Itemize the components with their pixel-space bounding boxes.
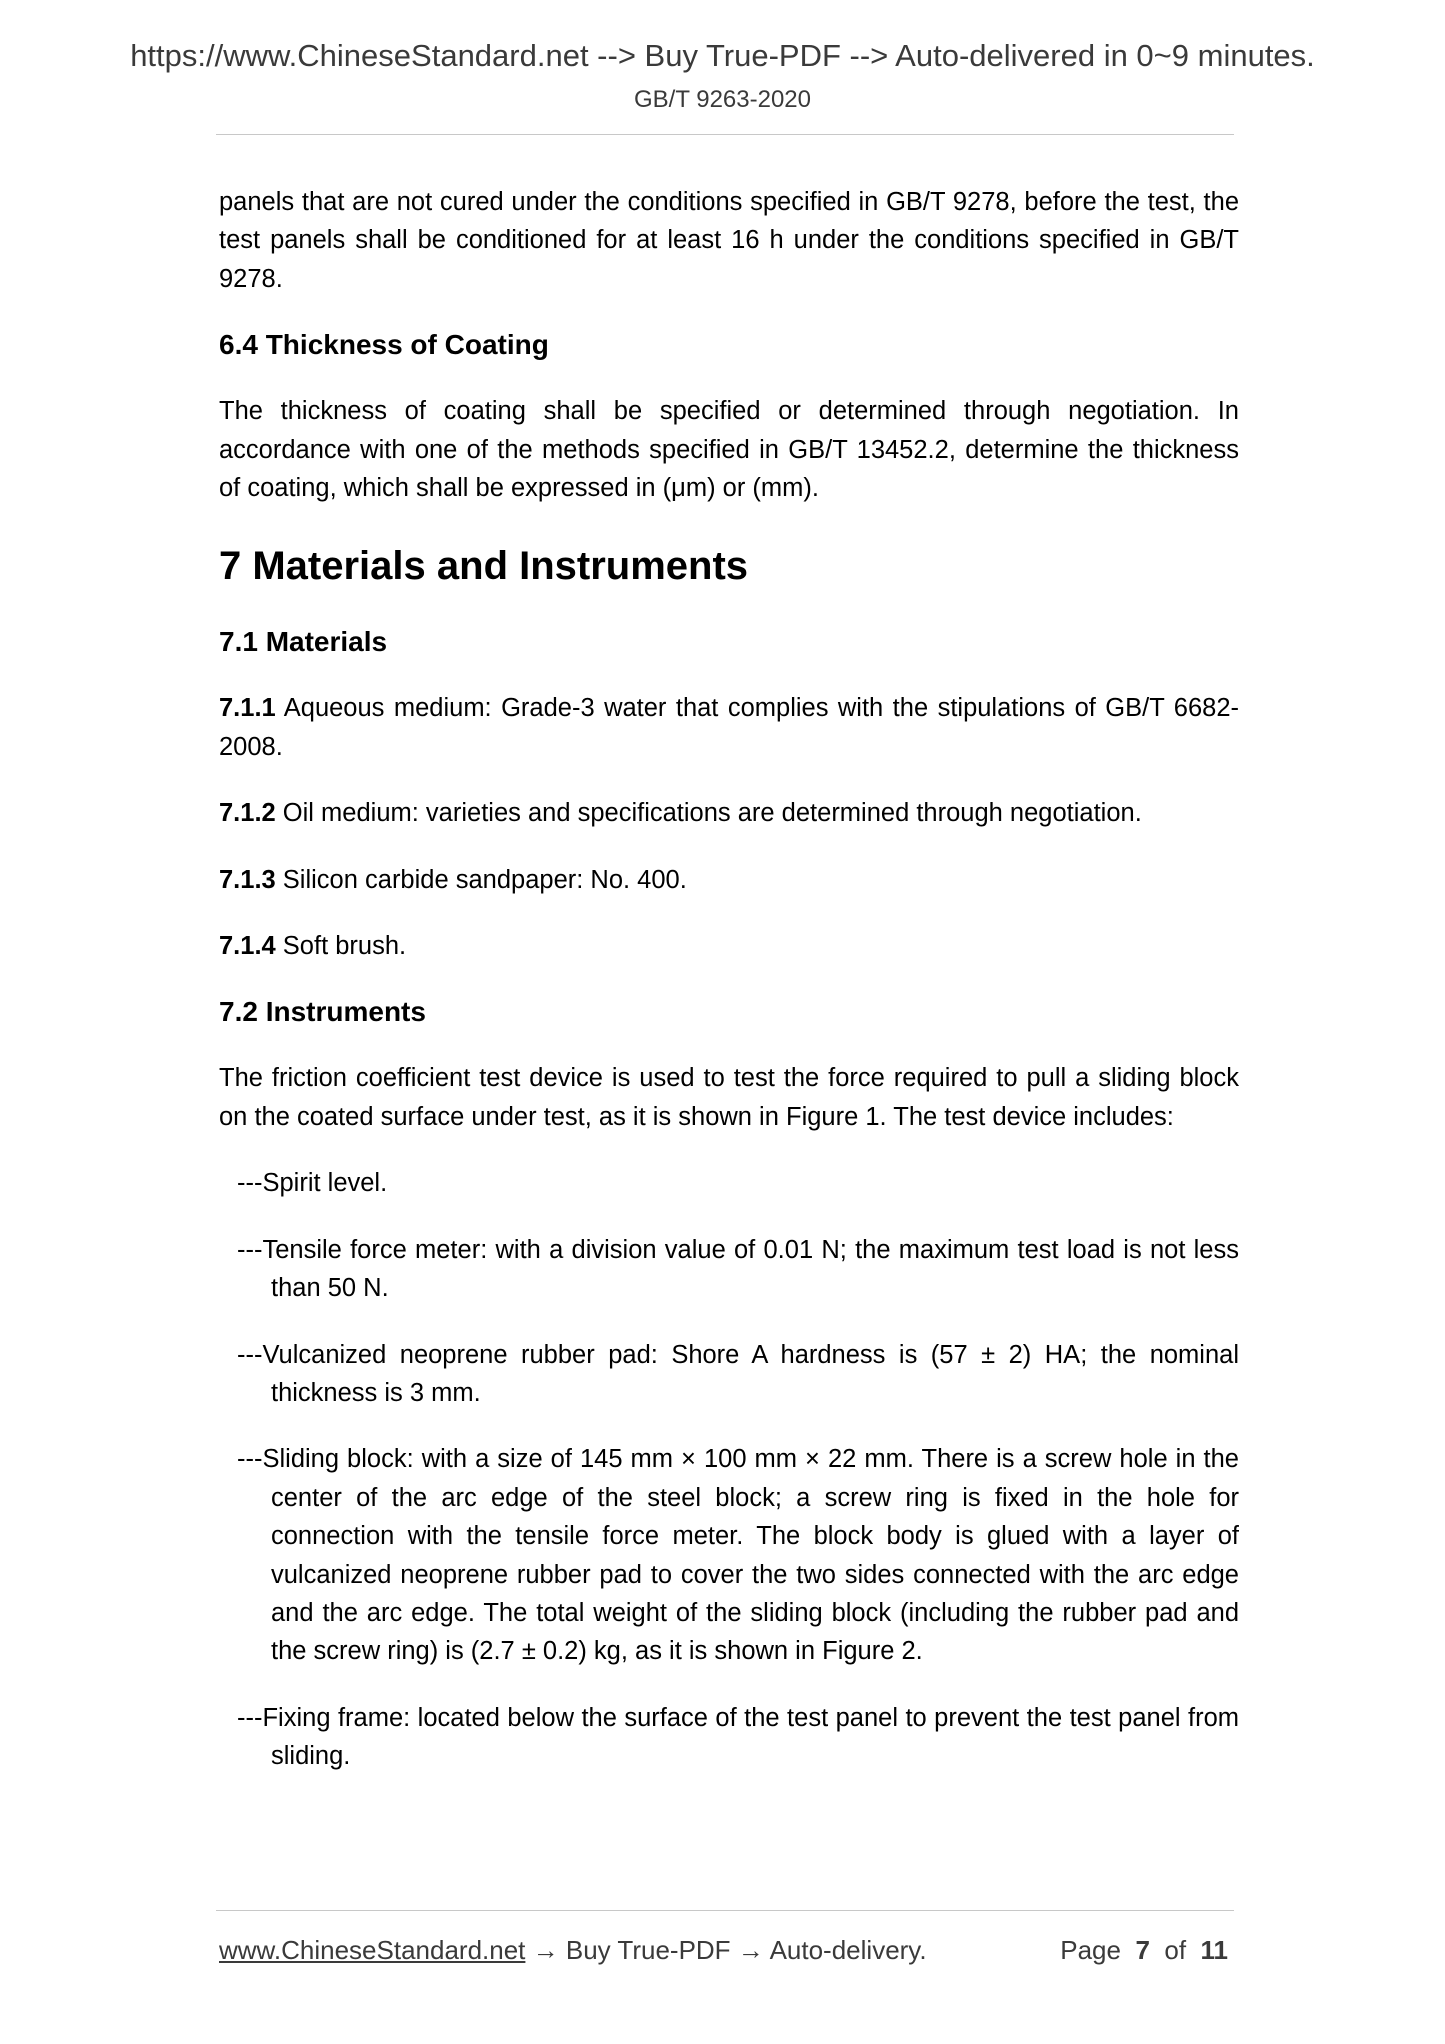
item-text: Soft brush. bbox=[275, 932, 407, 961]
heading-6-4: 6.4 Thickness of Coating bbox=[219, 329, 549, 361]
item-7-1-4 bbox=[219, 927, 1239, 965]
footer-left bbox=[219, 1935, 927, 1966]
item-number: 7.1.3 bbox=[219, 865, 276, 894]
intro-paragraph: panels that are not cured under the conditions specified in GB/T 9278, before the test, the test panels shall be conditioned for at least 16 h under the conditions specified in GB/T 9278. bbox=[219, 188, 1239, 293]
item-text: Oil medium: varieties and specifications are determined through negotiation. bbox=[275, 799, 1142, 828]
header-standard-number: GB/T 9263-2020 bbox=[633, 86, 811, 113]
of-word: of bbox=[1164, 1935, 1187, 1965]
device-item-fixing-frame: ---Fixing frame: located below the surface of the test panel to prevent the test panel from sliding. bbox=[237, 1703, 1239, 1771]
page-word: Page bbox=[1060, 1935, 1121, 1965]
heading-7: 7 Materials and Instruments bbox=[219, 544, 749, 589]
page-total: 11 bbox=[1200, 1935, 1228, 1965]
header-url-banner: https://www.ChineseStandard.net --> Buy True-PDF --> Auto-delivered in 0~9 minutes. bbox=[130, 38, 1315, 73]
device-item-rubber-pad: ---Vulcanized neoprene rubber pad: Shore A hardness is (57 ± 2) HA; the nominal thickness is 3 mm. bbox=[237, 1340, 1239, 1407]
page-number: 7 bbox=[1135, 1935, 1150, 1965]
page-indicator bbox=[1060, 1935, 1228, 1966]
heading-7-1: 7.1 Materials bbox=[219, 626, 388, 658]
heading-7-2: 7.2 Instruments bbox=[219, 996, 426, 1028]
item-number: 7.1.4 bbox=[219, 932, 276, 961]
item-7-1-3 bbox=[219, 861, 1239, 899]
page-content bbox=[219, 183, 1239, 1776]
item-number: 7.1.1 bbox=[219, 694, 276, 723]
header-divider bbox=[216, 134, 1234, 135]
device-item-spirit-level: ---Spirit level. bbox=[237, 1169, 388, 1198]
footer-divider bbox=[216, 1910, 1234, 1911]
device-list bbox=[219, 1136, 1239, 1775]
item-7-1-2 bbox=[219, 794, 1239, 832]
footer-site-link[interactable]: www.ChineseStandard.net bbox=[219, 1935, 526, 1965]
item-text: Aqueous medium: Grade-3 water that complies with the stipulations of GB/T 6682-2008. bbox=[219, 694, 1239, 761]
footer-tagline: → Buy True-PDF → Auto-delivery. bbox=[525, 1935, 927, 1965]
paragraph-6-4: The thickness of coating shall be specified or determined through negotiation. In accordance with one of the methods specified in GB/T 13452.2, determine the thickness of coating, which shall be expressed in (μm) or (mm). bbox=[219, 397, 1239, 503]
device-item-sliding-block: ---Sliding block: with a size of 145 mm × 100 mm × 22 mm. There is a screw hole in the center of the arc edge of the steel block; a screw ring is fixed in the hole for connection with the tensile force meter. The block body is glued with a layer of vulcanized neoprene rubber pad to cover the two sides connected with the arc edge and the arc edge. The total weight of the sliding block (including the rubber pad and the screw ring) is (2.7 ± 0.2) kg, as it is shown in Figure 2. bbox=[237, 1445, 1239, 1666]
item-number: 7.1.2 bbox=[219, 799, 276, 828]
paragraph-7-2: The friction coefficient test device is used to test the force required to pull a sliding block on the coated surface under test, as it is shown in Figure 1. The test device includes: bbox=[219, 1064, 1239, 1131]
item-text: Silicon carbide sandpaper: No. 400. bbox=[275, 865, 687, 894]
item-7-1-1 bbox=[219, 689, 1239, 766]
device-item-tensile-force-meter: ---Tensile force meter: with a division value of 0.01 N; the maximum test load is not less than 50 N. bbox=[237, 1235, 1239, 1303]
